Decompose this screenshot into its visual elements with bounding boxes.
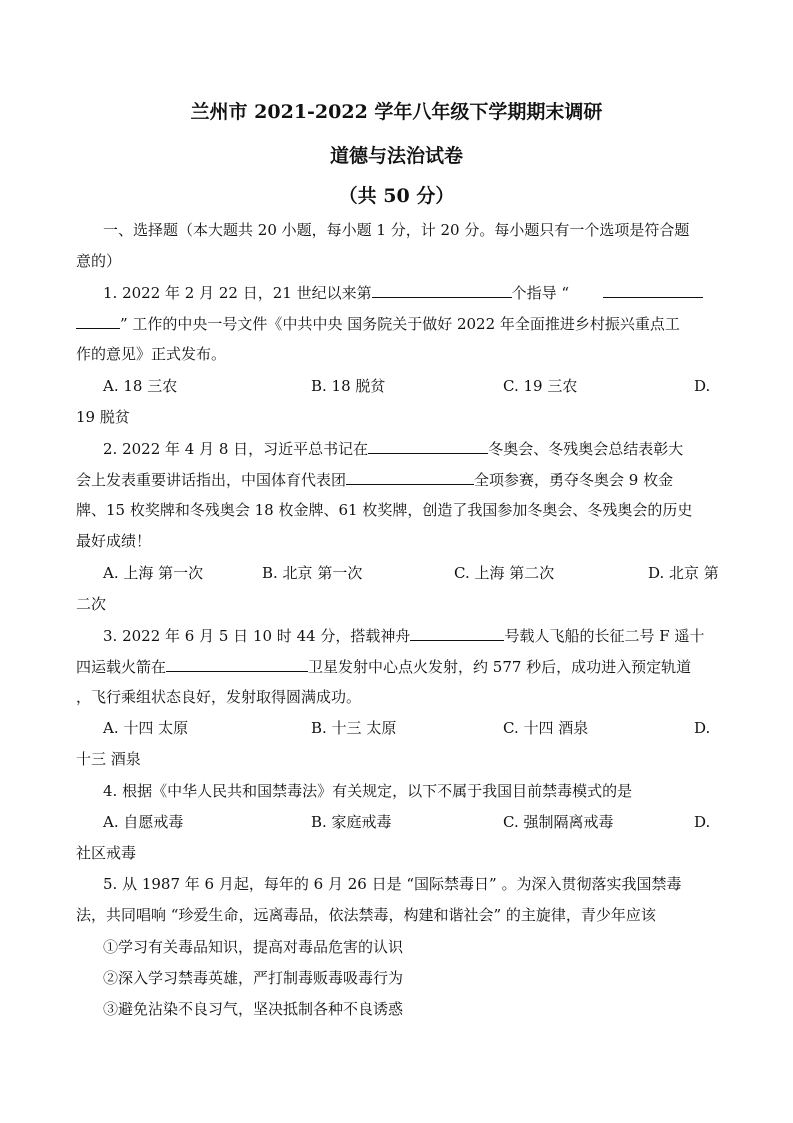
answer-blank: [166, 656, 308, 672]
q2-text-a: 2. 2022 年 4 月 8 日，习近平总书记在: [103, 440, 369, 458]
q4-option-a: A. 自愿戒毒: [103, 813, 184, 831]
q4-option-d: D.: [694, 813, 711, 831]
q1-option-b: B. 18 脱贫: [311, 377, 386, 395]
q5-statement-2: ②深入学习禁毒英雄，严打制毒贩毒吸毒行为: [103, 969, 404, 987]
q1-text-c: ” 工作的中央一号文件《中共中央 国务院关于做好 2022 年全面推进乡村振兴重点工: [120, 315, 680, 333]
answer-blank: [346, 469, 474, 485]
q3-option-a: A. 十四 太原: [103, 719, 189, 737]
q2-text-f: 最好成绩！: [76, 532, 152, 550]
question-5: 5. 从 1987 年 6 月起，每年的 6 月 26 日是 “国际禁毒日” 。为深入贯彻落实我国禁毒: [103, 875, 682, 893]
q2-option-a: A. 上海 第一次: [103, 564, 204, 582]
q3-text-c: 四运载火箭在: [76, 658, 167, 676]
q3-option-b: B. 十三 太原: [311, 719, 397, 737]
q5-statement-3: ③避免沾染不良习气，坚决抵制各种不良诱惑: [103, 1000, 404, 1018]
q2-option-b: B. 北京 第一次: [262, 564, 363, 582]
q1-option-d: D.: [694, 377, 711, 395]
question-2: [103, 438, 683, 459]
q4-option-b: B. 家庭戒毒: [311, 813, 392, 831]
section-intro-cont: 意的）: [76, 252, 122, 270]
q3-text-a: 3. 2022 年 6 月 5 日 10 时 44 分，搭载神舟: [103, 627, 411, 645]
q1-option-c: C. 19 三农: [503, 377, 578, 395]
q4-option-c: C. 强制隔离戒毒: [503, 813, 614, 831]
q1-text-a: 1. 2022 年 2 月 22 日，21 世纪以来第: [103, 284, 372, 302]
q3-option-d-cont: 十三 酒泉: [76, 750, 141, 768]
page-subtitle: 道德与法治试卷: [329, 145, 463, 167]
question-2-cont: [76, 469, 673, 490]
total-score: （共 50 分）: [338, 185, 455, 207]
page-title: 兰州市 2021-2022 学年八年级下学期期末调研: [190, 101, 603, 123]
q1-option-d-cont: 19 脱贫: [76, 408, 130, 426]
q3-text-e: ，飞行乘组状态良好，发射取得圆满成功。: [76, 688, 362, 706]
q3-text-d: 卫星发射中心点火发射，约 577 秒后，成功进入预定轨道: [308, 658, 692, 676]
q2-option-c: C. 上海 第二次: [454, 564, 555, 582]
q4-option-d-cont: 社区戒毒: [76, 844, 137, 862]
q1-option-a: A. 18 三农: [103, 377, 178, 395]
q2-text-b: 冬奥会、冬残奥会总结表彰大: [488, 440, 684, 458]
question-5-cont: 法，共同唱响 “珍爱生命，远离毒品，依法禁毒，构建和谐社会” 的主旋律，青少年应该: [76, 906, 656, 924]
q3-option-c: C. 十四 酒泉: [503, 719, 589, 737]
q2-text-c: 会上发表重要讲话指出，中国体育代表团: [76, 471, 347, 489]
answer-blank: [368, 438, 488, 454]
answer-blank: [76, 313, 120, 329]
q2-text-d: 全项参赛，勇夺冬奥会 9 枚金: [474, 471, 674, 489]
question-4: 4. 根据《中华人民共和国禁毒法》有关规定，以下不属于我国目前禁毒模式的是: [103, 782, 633, 800]
question-1: [103, 282, 703, 303]
q2-option-d-cont: 二次: [76, 595, 107, 613]
question-3: [103, 625, 704, 646]
q3-text-b: 号载人飞船的长征二号 F 遥十: [504, 627, 705, 645]
q2-text-e: 牌、15 枚奖牌和冬残奥会 18 枚金牌、61 枚奖牌，创造了我国参加冬奥会、冬残奥会的历史: [76, 501, 693, 519]
answer-blank: [603, 282, 703, 298]
q3-option-d: D.: [694, 719, 711, 737]
q2-option-d: D. 北京 第: [648, 564, 719, 582]
question-3-cont: [76, 656, 691, 677]
question-1-cont: [76, 313, 680, 334]
q1-text-d: 作的意见》正式发布。: [76, 345, 227, 363]
answer-blank: [410, 625, 504, 641]
section-intro: 一、选择题（本大题共 20 小题，每小题 1 分，计 20 分。每小题只有一个选项是符合题: [103, 221, 690, 239]
q1-text-b: 个指导 “: [511, 284, 570, 302]
q5-statement-1: ①学习有关毒品知识，提高对毒品危害的认识: [103, 938, 404, 956]
answer-blank: [372, 282, 512, 298]
